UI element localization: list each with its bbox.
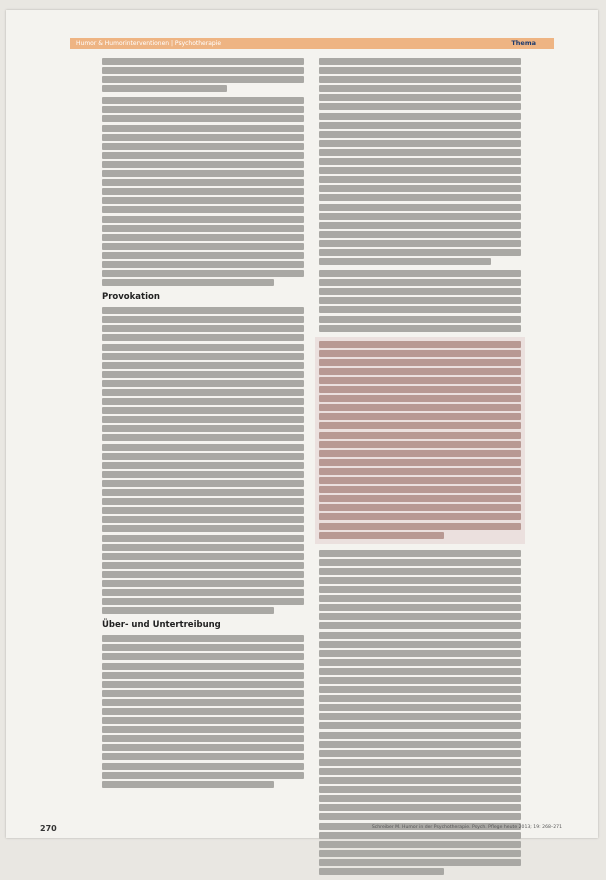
text-line <box>102 781 274 788</box>
text-line <box>319 741 521 748</box>
paragraph <box>102 97 304 286</box>
text-line <box>102 334 304 341</box>
text-line <box>102 663 304 670</box>
text-line <box>102 97 304 104</box>
text-line <box>102 316 304 323</box>
text-line <box>319 341 521 348</box>
text-line <box>319 586 521 593</box>
text-line <box>319 194 521 201</box>
text-line <box>319 368 521 375</box>
text-line <box>319 350 521 357</box>
thema-label: Thema <box>511 39 536 47</box>
text-line <box>319 568 521 575</box>
text-line <box>319 395 521 402</box>
text-line <box>102 480 304 487</box>
text-line <box>319 777 521 784</box>
text-line <box>319 677 521 684</box>
text-line <box>319 67 521 74</box>
text-line <box>319 604 521 611</box>
left-column <box>102 58 304 793</box>
text-line <box>319 404 521 411</box>
text-line <box>319 158 521 165</box>
text-line <box>319 204 521 211</box>
text-line <box>319 477 521 484</box>
text-line <box>102 425 304 432</box>
text-line <box>102 76 304 83</box>
text-line <box>102 225 304 232</box>
text-line <box>102 170 304 177</box>
section-header-label: Humor & Humorinterventionen | Psychotherapie <box>76 40 222 47</box>
text-line <box>102 134 304 141</box>
text-line <box>102 644 304 651</box>
paragraph <box>319 58 521 265</box>
paragraph <box>319 270 521 332</box>
text-line <box>102 234 304 241</box>
text-line <box>319 695 521 702</box>
text-line <box>102 516 304 523</box>
text-line <box>102 279 274 286</box>
text-line <box>319 122 521 129</box>
text-line <box>102 708 304 715</box>
text-line <box>319 297 521 304</box>
text-line <box>319 622 521 629</box>
text-line <box>102 553 304 560</box>
text-line <box>319 306 521 313</box>
text-line <box>319 513 521 520</box>
text-line <box>319 804 521 811</box>
text-line <box>319 432 521 439</box>
highlighted-passage <box>315 337 525 544</box>
text-line <box>319 795 521 802</box>
paragraph <box>102 307 304 614</box>
text-line <box>319 185 521 192</box>
text-line <box>319 523 521 530</box>
text-line <box>102 152 304 159</box>
section-heading-uebertreibung: Über- und Untertreibung <box>102 620 221 631</box>
text-line <box>319 413 521 420</box>
text-line <box>319 650 521 657</box>
text-line <box>102 717 304 724</box>
text-line <box>319 76 521 83</box>
text-line <box>102 462 304 469</box>
text-line <box>319 85 521 92</box>
text-line <box>319 668 521 675</box>
text-line <box>319 149 521 156</box>
text-line <box>319 422 521 429</box>
text-line <box>102 398 304 405</box>
text-line <box>102 371 304 378</box>
text-line <box>319 325 521 332</box>
footer-citation: Schreiber M. Humor in der Psychotherapie. Psych. Pflege heute 2013; 19: 268–271 <box>371 825 562 830</box>
text-line <box>319 167 521 174</box>
text-line <box>319 632 521 639</box>
right-column <box>319 58 521 880</box>
text-line <box>102 525 304 532</box>
text-line <box>102 607 274 614</box>
text-line <box>319 270 521 277</box>
text-line <box>102 216 304 223</box>
text-line <box>319 759 521 766</box>
text-line <box>102 507 304 514</box>
text-line <box>319 103 521 110</box>
text-line <box>319 131 521 138</box>
text-line <box>319 222 521 229</box>
paragraph <box>102 58 304 92</box>
text-line <box>102 544 304 551</box>
text-line <box>319 94 521 101</box>
text-line <box>102 161 304 168</box>
journal-page <box>6 10 598 838</box>
text-line <box>102 571 304 578</box>
text-line <box>102 753 304 760</box>
text-line <box>102 726 304 733</box>
text-line <box>319 359 521 366</box>
text-line <box>102 188 304 195</box>
text-line <box>102 772 304 779</box>
text-line <box>102 498 304 505</box>
text-line <box>319 732 521 739</box>
text-line <box>319 577 521 584</box>
text-line <box>102 562 304 569</box>
text-line <box>102 681 304 688</box>
text-line <box>319 441 521 448</box>
text-line <box>102 690 304 697</box>
page-number: 270 <box>40 824 57 833</box>
text-line <box>102 206 304 213</box>
text-line <box>319 249 521 256</box>
text-line <box>102 325 304 332</box>
text-line <box>319 459 521 466</box>
text-line <box>102 307 304 314</box>
text-line <box>102 389 304 396</box>
text-line <box>319 832 521 839</box>
text-line <box>319 532 444 539</box>
text-line <box>102 744 304 751</box>
text-line <box>319 240 521 247</box>
text-line <box>319 58 521 65</box>
text-line <box>102 115 304 122</box>
text-line <box>319 750 521 757</box>
text-line <box>102 243 304 250</box>
text-line <box>102 471 304 478</box>
text-line <box>102 85 227 92</box>
text-line <box>102 407 304 414</box>
text-line <box>319 486 521 493</box>
text-line <box>319 176 521 183</box>
text-line <box>102 763 304 770</box>
text-line <box>319 113 521 120</box>
text-line <box>102 589 304 596</box>
text-line <box>319 213 521 220</box>
text-line <box>319 859 521 866</box>
text-line <box>319 377 521 384</box>
text-line <box>319 786 521 793</box>
text-line <box>319 595 521 602</box>
text-line <box>102 489 304 496</box>
text-line <box>319 550 521 557</box>
text-line <box>102 653 304 660</box>
text-line <box>319 641 521 648</box>
text-line <box>319 386 521 393</box>
text-line <box>319 231 521 238</box>
text-line <box>102 344 304 351</box>
text-line <box>319 613 521 620</box>
text-line <box>319 659 521 666</box>
text-line <box>319 495 521 502</box>
text-line <box>102 270 304 277</box>
text-line <box>319 868 444 875</box>
text-line <box>102 699 304 706</box>
text-line <box>102 67 304 74</box>
text-line <box>319 288 521 295</box>
text-line <box>102 353 304 360</box>
text-line <box>319 450 521 457</box>
section-heading-provokation: Provokation <box>102 292 160 303</box>
text-line <box>102 444 304 451</box>
text-line <box>102 261 304 268</box>
text-line <box>319 813 521 820</box>
text-line <box>102 672 304 679</box>
text-line <box>319 686 521 693</box>
text-line <box>319 722 521 729</box>
text-line <box>102 434 304 441</box>
text-line <box>319 258 491 265</box>
text-line <box>102 380 304 387</box>
text-line <box>319 850 521 857</box>
text-line <box>102 143 304 150</box>
text-line <box>102 179 304 186</box>
text-line <box>102 58 304 65</box>
text-line <box>319 713 521 720</box>
text-line <box>102 453 304 460</box>
text-line <box>102 580 304 587</box>
text-line <box>102 598 304 605</box>
text-line <box>102 535 304 542</box>
text-line <box>102 252 304 259</box>
text-line <box>319 316 521 323</box>
text-line <box>102 106 304 113</box>
text-line <box>102 125 304 132</box>
text-line <box>102 635 304 642</box>
text-line <box>319 559 521 566</box>
text-line <box>102 735 304 742</box>
text-line <box>319 704 521 711</box>
text-line <box>319 279 521 286</box>
paragraph <box>102 635 304 788</box>
text-line <box>319 504 521 511</box>
text-line <box>102 362 304 369</box>
text-line <box>319 468 521 475</box>
text-line <box>102 416 304 423</box>
text-line <box>102 197 304 204</box>
text-line <box>319 140 521 147</box>
text-line <box>319 768 521 775</box>
